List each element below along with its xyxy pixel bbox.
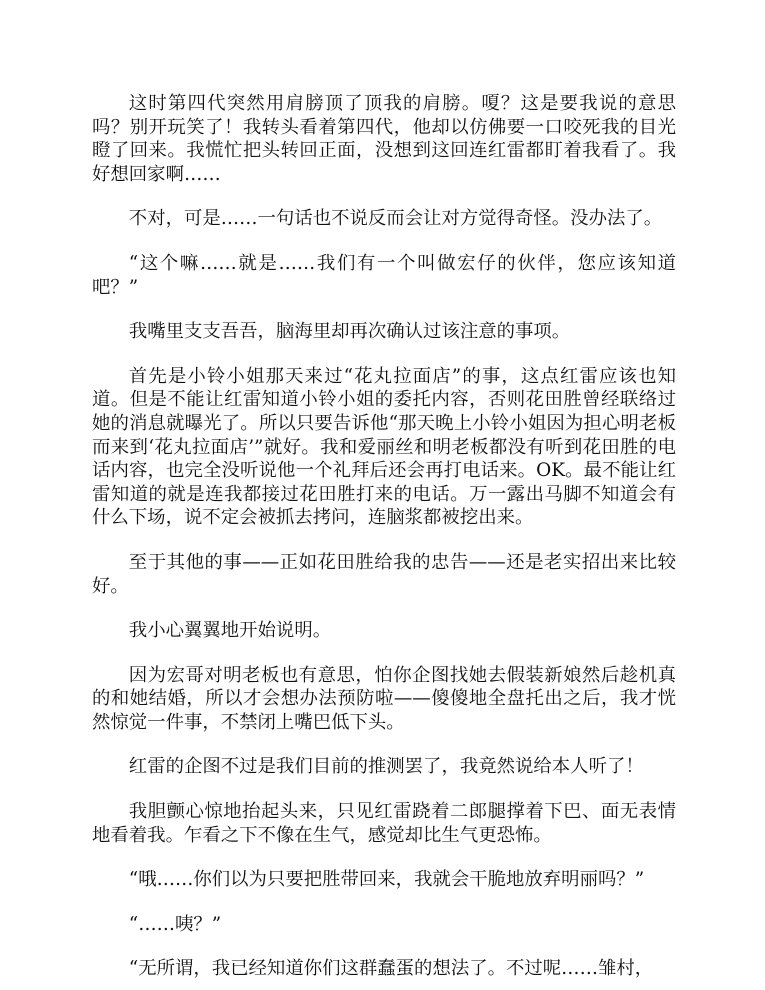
- paragraph-3: “这个嘛……就是……我们有一个叫做宏仔的伙伴，您应该知道吧？”: [92, 252, 676, 298]
- paragraph-8: 因为宏哥对明老板也有意思，怕你企图找她去假装新娘然后趁机真的和她结婚，所以才会想办法预防啦——傻傻地全盘托出之后，我才恍然惊觉一件事，不禁闭上嘴巴低下头。: [92, 664, 676, 733]
- paragraph-5: 首先是小铃小姐那天来过“花丸拉面店”的事，这点红雷应该也知道。但是不能让红雷知道小铃小姐的委托内容，否则花田胜曾经联络过她的消息就曝光了。所以只要告诉他“那天晚上小铃小姐因为担心明老板而来到‘花丸拉面店’”就好。我和爱丽丝和明老板都没有听到花田胜的电话内容，也完全没听说他一个礼拜后还会再打电话来。OK。最不能让红雷知道的就是连我都接过花田胜打来的电话。万一露出马脚不知道会有什么下场，说不定会被抓去拷问，连脑浆都被挖出来。: [92, 365, 676, 529]
- paragraph-4: 我嘴里支支吾吾，脑海里却再次确认过该注意的事项。: [128, 321, 571, 343]
- paragraph-9: 红雷的企图不过是我们目前的推测罢了，我竟然说给本人听了！: [128, 756, 644, 778]
- page-body: [92, 92, 676, 981]
- paragraph-11: “哦……你们以为只要把胜带回来，我就会干脆地放弃明丽吗？”: [128, 869, 645, 891]
- paragraph-13: “无所谓，我已经知道你们这群蠢蛋的想法了。不过呢……雏村，: [128, 958, 654, 980]
- paragraph-10: 我胆颤心惊地抬起头来，只见红雷跷着二郎腿撑着下巴、面无表情地看着我。乍看之下不像在生气，感觉却比生气更恐怖。: [92, 801, 676, 846]
- paragraph-2: 不对，可是……一句话也不说反而会让对方觉得奇怪。没办法了。: [128, 208, 663, 230]
- paragraph-7: 我小心翼翼地开始说明。: [128, 620, 332, 642]
- paragraph-6: 至于其他的事——正如花田胜给我的忠告——还是老实招出来比较好。: [92, 551, 676, 597]
- paragraph-12: “……咦？”: [128, 913, 222, 935]
- paragraph-1: 这时第四代突然用肩膀顶了顶我的肩膀。嗄？这是要我说的意思吗？别开玩笑了！我转头看着第四代，他却以仿佛要一口咬死我的目光瞪了回来。我慌忙把头转回正面，没想到这回连红雷都盯着我看了。我好想回家啊……: [92, 93, 676, 185]
